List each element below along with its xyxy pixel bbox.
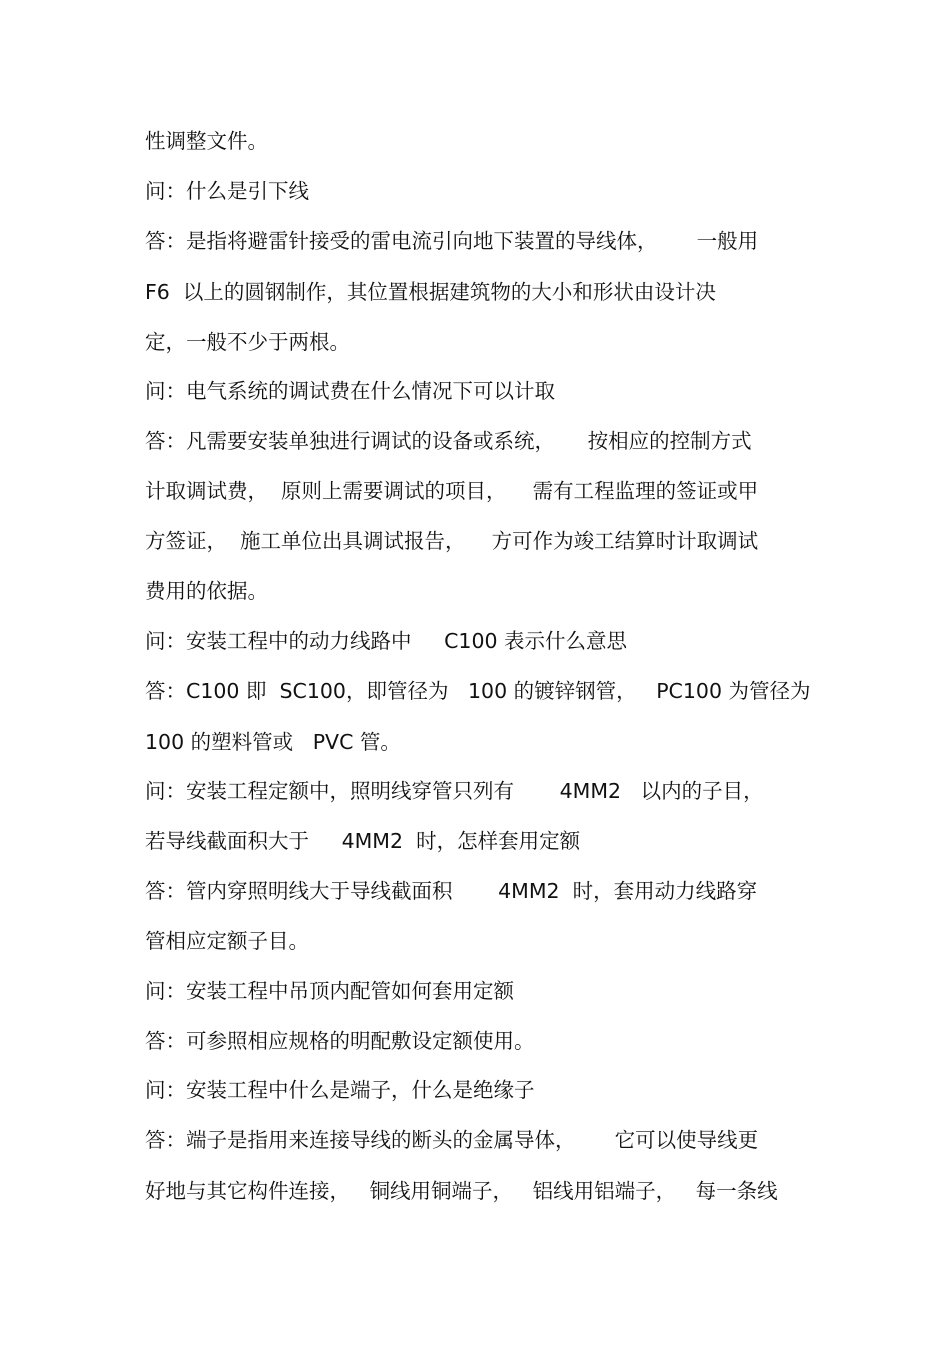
question-line: 问：安装工程中的动力线路中 C100 表示什么意思: [145, 629, 628, 653]
text-line: 100 的塑料管或 PVC 管。: [145, 730, 401, 754]
answer-line: 答：管内穿照明线大于导线截面积 4MM2 时，套用动力线路穿: [145, 879, 758, 903]
answer-line: 答：C100 即 SC100，即管径为 100 的镀锌钢管， PC100 为管径为: [145, 679, 811, 703]
answer-line: 答：端子是指用来连接导线的断头的金属导体， 它可以使导线更: [145, 1128, 759, 1152]
question-line: 问：电气系统的调试费在什么情况下可以计取: [145, 379, 555, 403]
text-line: 性调整文件。: [145, 129, 268, 153]
text-line: F6 以上的圆钢制作，其位置根据建筑物的大小和形状由设计决: [145, 280, 716, 304]
text-line: 若导线截面积大于 4MM2 时，怎样套用定额: [145, 829, 581, 853]
answer-line: 答：可参照相应规格的明配敷设定额使用。: [145, 1029, 535, 1053]
question-line: 问：安装工程定额中，照明线穿管只列有 4MM2 以内的子目，: [145, 779, 764, 803]
text-line: 计取调试费， 原则上需要调试的项目， 需有工程监理的签证或甲: [145, 479, 759, 503]
question-line: 问：什么是引下线: [145, 179, 309, 203]
answer-line: 答：是指将避雷针接受的雷电流引向地下装置的导线体， 一般用: [145, 229, 759, 253]
text-line: 好地与其它构件连接， 铜线用铜端子， 铝线用铝端子， 每一条线: [145, 1179, 778, 1203]
text-line: 定，一般不少于两根。: [145, 330, 350, 354]
question-line: 问：安装工程中什么是端子，什么是绝缘子: [145, 1078, 535, 1102]
text-line: 管相应定额子目。: [145, 929, 309, 953]
answer-line: 答：凡需要安装单独进行调试的设备或系统， 按相应的控制方式: [145, 429, 752, 453]
question-line: 问：安装工程中吊顶内配管如何套用定额: [145, 979, 514, 1003]
text-line: 方签证， 施工单位出具调试报告， 方可作为竣工结算时计取调试: [145, 529, 759, 553]
text-line: 费用的依据。: [145, 579, 268, 603]
